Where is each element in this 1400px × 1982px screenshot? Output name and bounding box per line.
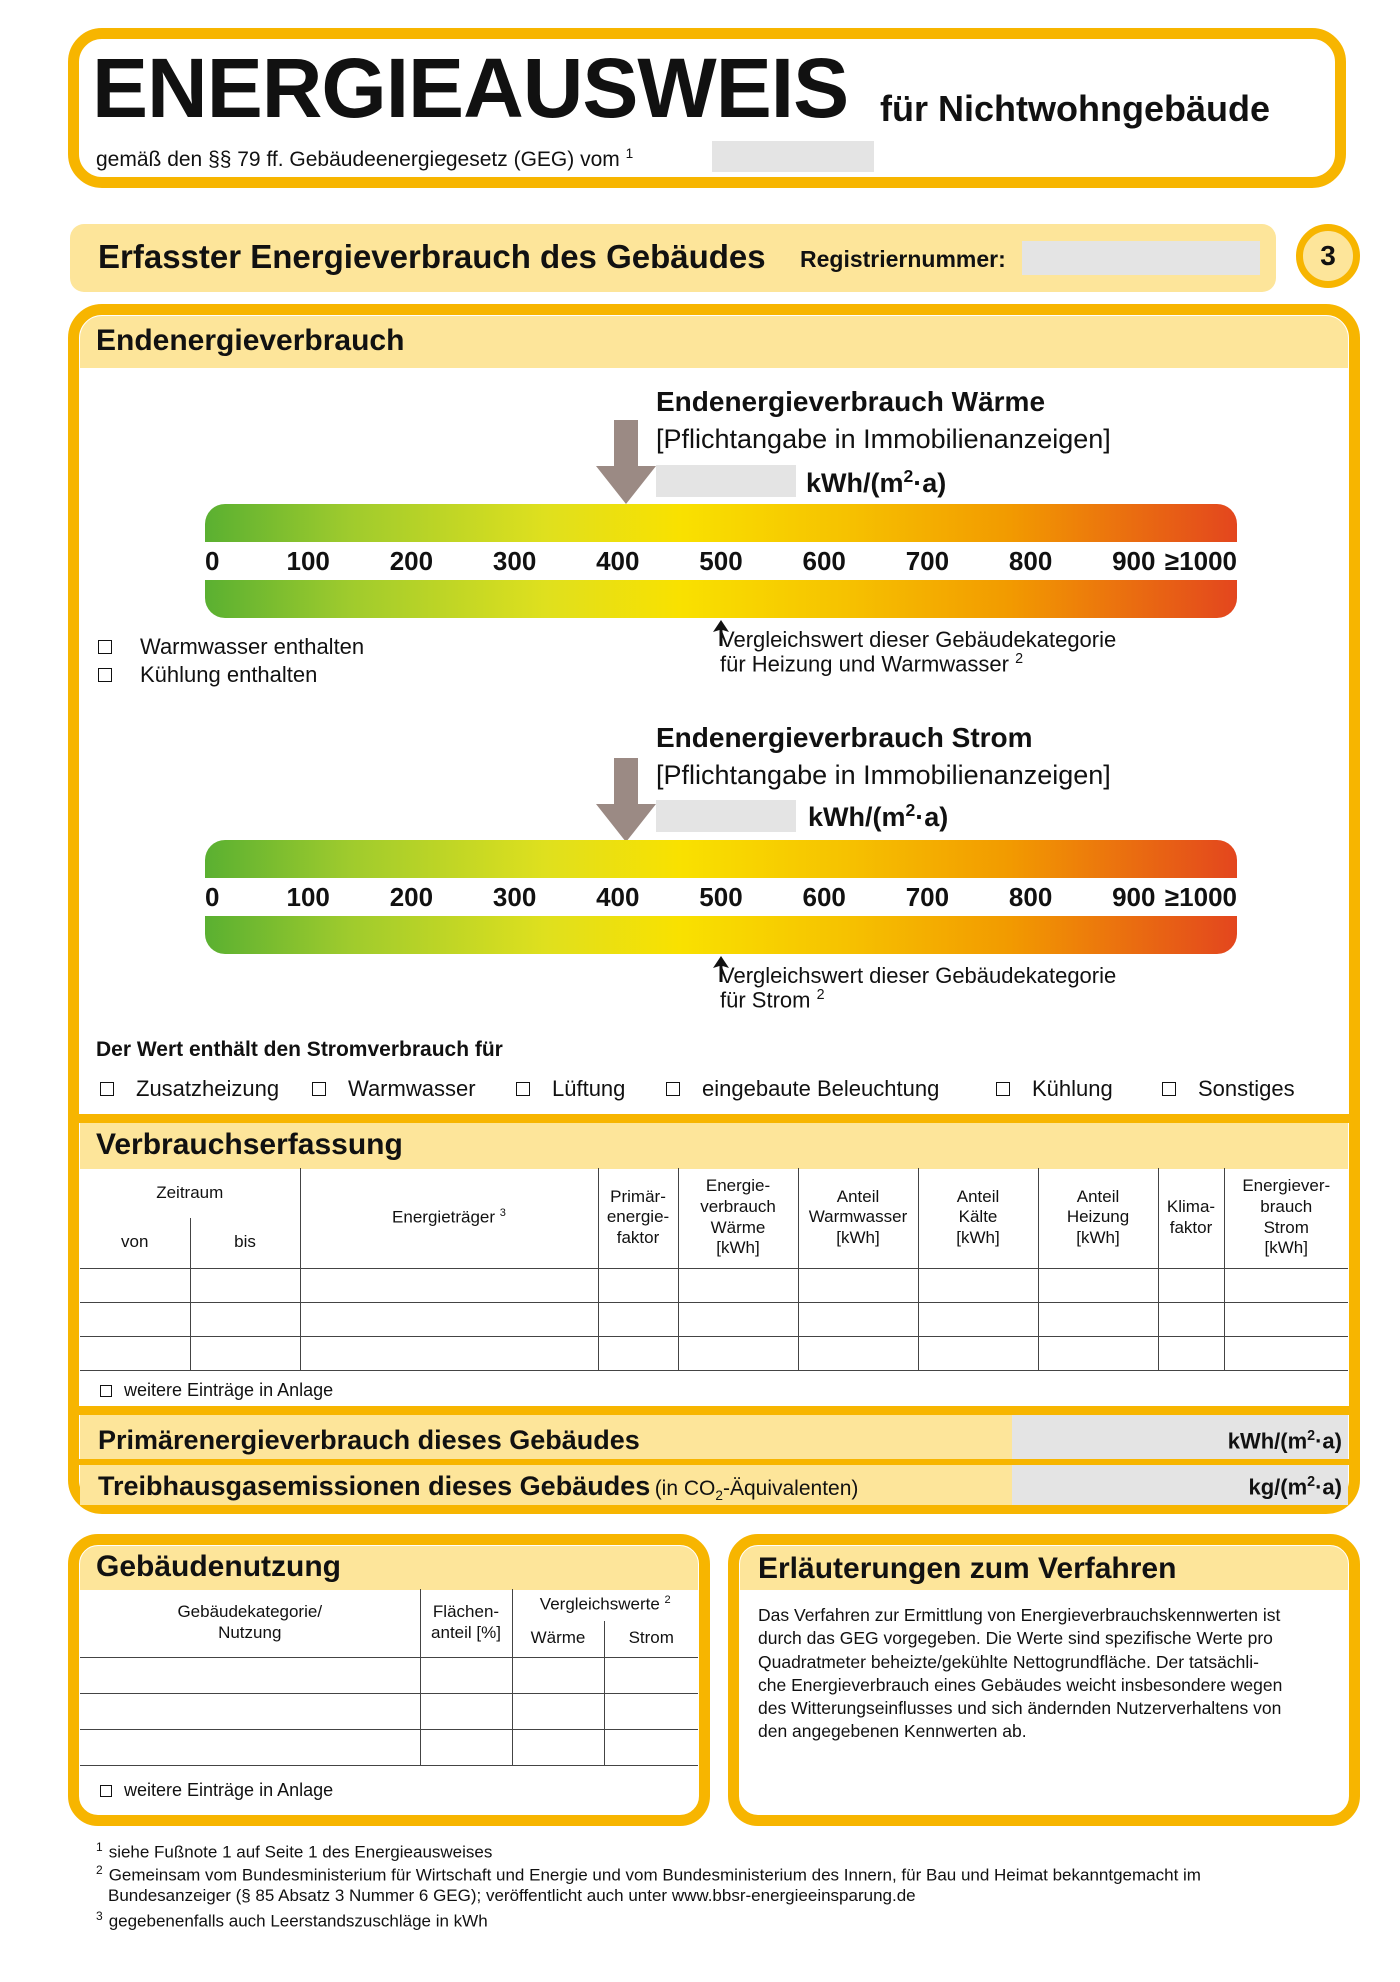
waerme-obligation: [Pflichtangabe in Immobilienanzeigen] (656, 424, 1111, 454)
strom-scale-ticks (205, 878, 1237, 916)
checkbox[interactable] (516, 1082, 530, 1096)
table-row[interactable] (80, 1657, 698, 1693)
page-number: 3 (1320, 240, 1336, 271)
scale-tick-label: 100 (286, 546, 330, 576)
scale-tick-label: 100 (286, 882, 330, 912)
col-anteil-kaelte: Anteil Kälte [kWh] (918, 1168, 1038, 1268)
verbrauch-divider (74, 1114, 1354, 1123)
footnote-2: $^2$ Gemeinsam vom Bundesministerium für Wirtschaft und Energie und vom Bundesministerium des Innern, für Bau und Heimat bekanntgemacht im (96, 1863, 1201, 1885)
primaer-unit: kWh/$(m^2\cdot a)$ (1227, 1428, 1342, 1454)
scale-tick-label: 400 (596, 546, 640, 576)
checkbox[interactable] (98, 668, 112, 682)
strom-includes-label: Der Wert enthält den Stromverbrauch für (96, 1038, 503, 1061)
table-row[interactable] (80, 1336, 1348, 1370)
document-title: ENERGIEAUSWEIS (92, 41, 849, 135)
scale-tick-label: 800 (1008, 882, 1053, 912)
table-row[interactable] (80, 1302, 1348, 1336)
nutzung-table (80, 1589, 698, 1766)
waerme-title: Endenergieverbrauch Wärme (656, 386, 1046, 417)
col-anteil-warmwasser: Anteil Warmwasser [kWh] (798, 1168, 918, 1268)
erlaeuterung-heading: Erläuterungen zum Verfahren (758, 1552, 1177, 1585)
endenergie-heading: Endenergieverbrauch (96, 324, 405, 357)
col-energieverbrauch-strom: Energiever- brauch Strom [kWh] (1224, 1168, 1348, 1268)
strom-obligation: [Pflichtangabe in Immobilienanzeigen] (656, 760, 1111, 790)
waerme-indicator-arrow-icon (596, 420, 656, 504)
option-zusatzheizung[interactable]: Zusatzheizung (100, 1076, 279, 1102)
strom-comparison-text: Vergleichswert dieser Gebäudekategorie für Strom $^2$ (720, 963, 1117, 1013)
col-energieverbrauch-waerme: Energie- verbrauch Wärme [kWh] (678, 1168, 798, 1268)
col-zeitraum: Zeitraum (80, 1168, 300, 1218)
nutzung-more-entries[interactable]: weitere Einträge in Anlage (100, 1780, 333, 1801)
strom-value-field[interactable] (656, 800, 796, 832)
footnote-3: $^3$ gegebenenfalls auch Leerstandszuschläge in kWh (96, 1909, 488, 1931)
scale-tick-label: 900 (1112, 546, 1156, 576)
scale-tick-label: 900 (1112, 882, 1156, 912)
col-bis: bis (190, 1218, 300, 1268)
strom-title: Endenergieverbrauch Strom (656, 722, 1033, 753)
checkbox[interactable] (98, 640, 112, 654)
col-vergleich-strom: Strom (604, 1621, 698, 1657)
col-vergleich-waerme: Wärme (512, 1621, 604, 1657)
scale-tick-label: 0 (205, 882, 220, 912)
checkbox[interactable] (100, 1385, 112, 1397)
scale-tick-label: 300 (492, 546, 537, 576)
waerme-unit: kWh/$(m^2\cdot a)$ (806, 466, 947, 498)
section-title: Erfasster Energieverbrauch des Gebäudes (98, 238, 766, 275)
col-flaechenanteil: Flächen- anteil [%] (420, 1589, 512, 1657)
nutzung-heading: Gebäudenutzung (96, 1550, 341, 1583)
option-kuehlung[interactable]: Kühlung (996, 1076, 1113, 1102)
option-warmwasser[interactable]: Warmwasser (312, 1076, 476, 1102)
strom-scale-bar-top (205, 840, 1237, 878)
col-klimafaktor: Klima- faktor (1158, 1168, 1224, 1268)
scale-tick-label: 500 (699, 882, 743, 912)
waerme-comparison-text: Vergleichswert dieser Gebäudekategorie für Heizung und Warmwasser $^2$ (720, 627, 1117, 677)
col-von: von (80, 1218, 190, 1268)
option-beleuchtung[interactable]: eingebaute Beleuchtung (666, 1076, 939, 1102)
option-kuehlung-enthalten[interactable]: Kühlung enthalten (98, 662, 317, 688)
scale-tick-label: 0 (205, 546, 220, 576)
table-row[interactable] (80, 1268, 1348, 1302)
footnote-1: $^1$ siehe Fußnote 1 auf Seite 1 des Energieausweises (96, 1840, 493, 1862)
registration-label: Registriernummer: (800, 246, 1006, 272)
col-anteil-heizung: Anteil Heizung [kWh] (1038, 1168, 1158, 1268)
scale-tick-label: 700 (905, 546, 950, 576)
footnote-2-cont: Bundesanzeiger (§ 85 Absatz 3 Nummer 6 GEG); veröffentlicht auch unter www.bbsr-energieeinsparung.de (108, 1886, 916, 1905)
waerme-scale-bar-top (205, 504, 1237, 542)
scale-tick-label: ≥1000 (1164, 882, 1237, 912)
scale-tick-label: 300 (492, 882, 537, 912)
strom-scale (205, 840, 1237, 954)
checkbox[interactable] (1162, 1082, 1176, 1096)
checkbox[interactable] (996, 1082, 1010, 1096)
thg-unit: $kg/(m^2\cdot a)$ (1248, 1474, 1342, 1500)
legal-basis-note: 1 (625, 146, 634, 161)
document-subtitle: für Nichtwohngebäude (880, 88, 1270, 129)
thg-label: Treibhausgasemissionen dieses Gebäudes (in $CO_2-Äquivalenten$) (98, 1471, 859, 1504)
checkbox[interactable] (312, 1082, 326, 1096)
verbrauch-heading: Verbrauchserfassung (96, 1128, 403, 1161)
option-warmwasser-enthalten[interactable]: Warmwasser enthalten (98, 634, 364, 660)
primaer-label: Primärenergieverbrauch dieses Gebäudes (98, 1425, 640, 1455)
option-lueftung[interactable]: Lüftung (516, 1076, 625, 1102)
strom-unit: kWh/$(m^2\cdot a)$ (808, 800, 949, 832)
scale-tick-label: 500 (699, 546, 743, 576)
checkbox[interactable] (666, 1082, 680, 1096)
registration-field[interactable] (1022, 241, 1260, 275)
col-primaerfaktor: Primär- energie- faktor (598, 1168, 678, 1268)
table-row[interactable] (80, 1693, 698, 1729)
waerme-scale-ticks (205, 542, 1237, 580)
legal-basis (96, 146, 633, 172)
col-energietraeger: Energieträger $^3$ (300, 1168, 598, 1268)
verbrauch-table (80, 1168, 1348, 1371)
legal-basis-text: gemäß den §§ 79 ff. Gebäudeenergiegesetz (GEG) vom (96, 148, 620, 171)
col-gebaeudekategorie: Gebäudekategorie/ Nutzung (80, 1589, 420, 1657)
scale-tick-label: 200 (389, 546, 434, 576)
option-sonstiges[interactable]: Sonstiges (1162, 1076, 1295, 1102)
checkbox[interactable] (100, 1082, 114, 1096)
scale-tick-label: 600 (802, 546, 846, 576)
waerme-scale-bar-bottom (205, 580, 1237, 618)
scale-tick-label: 600 (802, 882, 846, 912)
strom-scale-bar-bottom (205, 916, 1237, 954)
legal-date-field[interactable] (712, 141, 874, 172)
erlaeuterung-text: Das Verfahren zur Ermittlung von Energieverbrauchskennwerten ist durch das GEG vorgegeben. Die Werte sind spezifische Werte pro Quadratmeter beheizte/gekühlte Nettogrundfläche. Der tatsächli- che Energieverbrauch eines Gebäudes weicht insbesondere wegen des Witterungseinflusses und sich ändernden Nutzerverhaltens von den angegebenen Kennwerten ab. (758, 1605, 1283, 1742)
scale-tick-label: 800 (1008, 546, 1053, 576)
table-row[interactable] (80, 1729, 698, 1765)
scale-tick-label: ≥1000 (1164, 546, 1237, 576)
verbrauch-more-entries[interactable]: weitere Einträge in Anlage (100, 1380, 333, 1401)
strom-indicator-arrow-icon (596, 758, 656, 842)
scale-tick-label: 200 (389, 882, 434, 912)
scale-tick-label: 700 (905, 882, 950, 912)
checkbox[interactable] (100, 1785, 112, 1797)
waerme-value-field[interactable] (656, 465, 796, 497)
page-number-badge (1296, 224, 1360, 288)
summary-divider (74, 1406, 1354, 1415)
col-vergleichswerte: Vergleichswerte $^2$ (512, 1589, 698, 1621)
scale-tick-label: 400 (596, 882, 640, 912)
waerme-scale (205, 504, 1237, 618)
